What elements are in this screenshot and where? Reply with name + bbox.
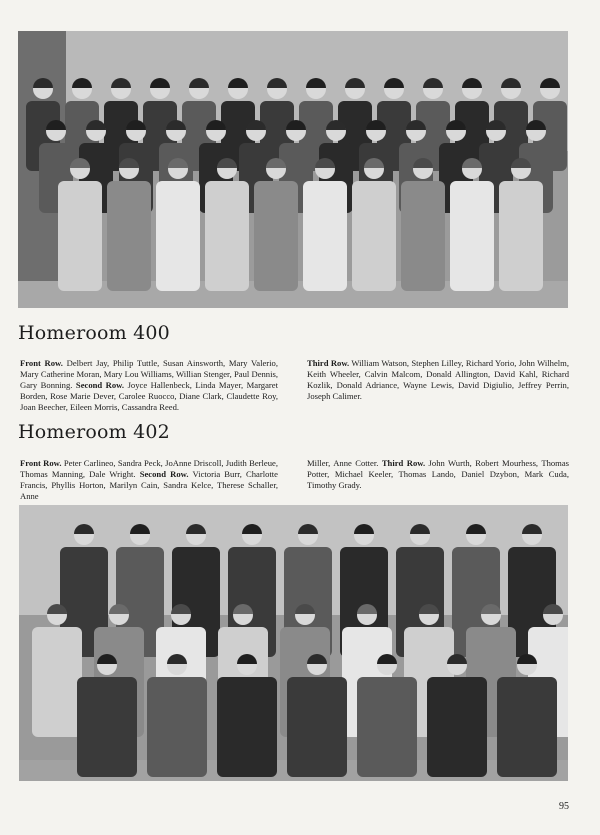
second-row-label: Second Row.	[75, 380, 125, 390]
homeroom-400-class-photo	[18, 31, 568, 308]
homeroom-402-names-left-column	[20, 458, 278, 502]
third-row-names: John Wurth, Robert Mourhess, Thomas Potter, Michael Keeler, Thomas Lando, Daniel Dzybon, Mark Cuda, Timothy Grady.	[307, 458, 569, 490]
third-row-label: Third Row.	[307, 358, 350, 368]
homeroom-402-names-right-column	[307, 458, 569, 491]
homeroom-400-names-left-column	[20, 358, 278, 413]
homeroom-400-heading: Homeroom 400	[18, 322, 170, 344]
homeroom-400-names-right-column	[307, 358, 569, 402]
third-row-names: William Watson, Stephen Lilley, Richard Yorio, John Wilhelm, Keith Wheeler, Calvin Malcom, Donald Allington, David Kahl, Richard Kozlik, Donald Adriance, Wayne Lewis, David Digiulio, Jeffrey Perrin, Joseph Calimer.	[307, 358, 569, 401]
front-row-label: Front Row.	[20, 458, 62, 468]
front-row-names: Delbert Jay, Philip Tuttle, Susan Ainsworth, Mary Valerio, Mary Catherine Moran, Mary Lou Williams, Willian Stenger, Paul Dennis, Gary Bonning.	[20, 358, 278, 390]
homeroom-402-photo-drawing	[19, 505, 568, 781]
second-row-names-continued: Miller, Anne Cotter.	[307, 458, 379, 468]
second-row-names: Victoria Burr, Charlotte Francis, Phyllis Horton, Marilyn Cain, Sandra Kelce, Therese Schaller, Anne	[20, 469, 278, 501]
homeroom-402-heading: Homeroom 402	[18, 421, 170, 443]
homeroom-400-photo-drawing	[18, 31, 568, 308]
second-row-label: Second Row.	[139, 469, 189, 479]
second-row-names: Joyce Hallenbeck, Linda Mayer, Margaret Borden, Rose Marie Dever, Carolee Ruocco, Diane Clark, Claudette Roy, Joan Beecher, Eileen Morris, Cassandra Reed.	[20, 380, 278, 412]
homeroom-402-class-photo	[19, 505, 568, 781]
page-number: 95	[559, 801, 569, 812]
front-row-label: Front Row.	[20, 358, 63, 368]
third-row-label: Third Row.	[381, 458, 426, 468]
front-row-names: Peter Carlineo, Sandra Peck, JoAnne Driscoll, Judith Berleue, Thomas Manning, Dale Wright.	[20, 458, 278, 479]
